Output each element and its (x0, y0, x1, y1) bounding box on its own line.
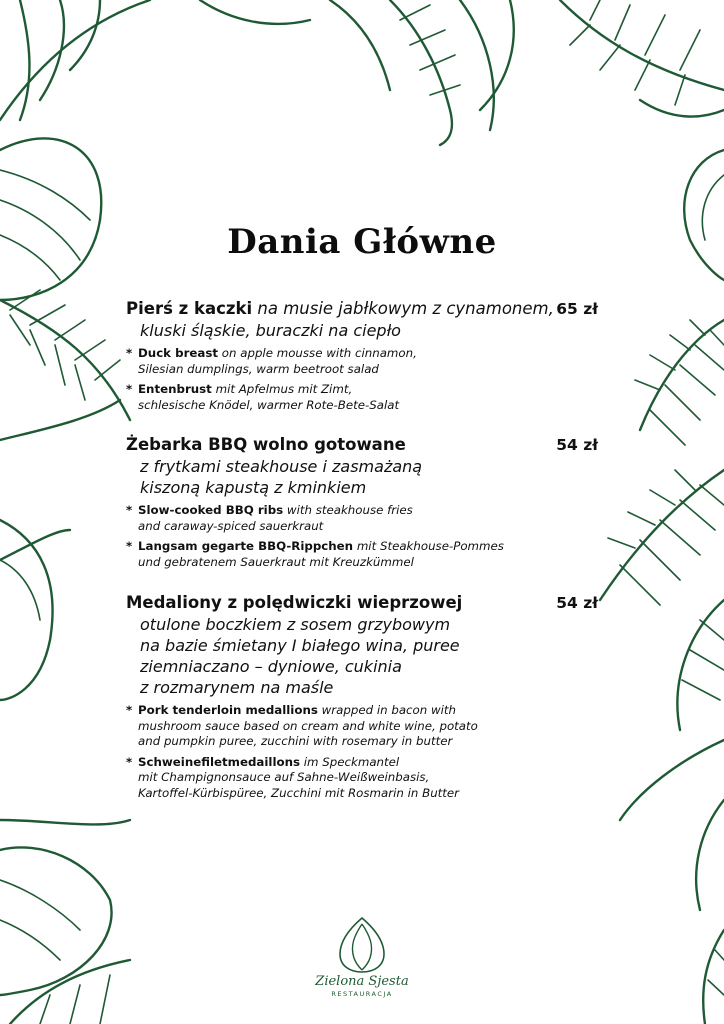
translation-description: with steakhouse fries (286, 503, 413, 517)
translation-marker: * (126, 382, 133, 396)
translation-description-line: Silesian dumplings, warm beetroot salad (138, 361, 379, 376)
translation-description-line: mushroom sauce based on cream and white wine, potato (138, 718, 478, 733)
translation-english (126, 503, 606, 534)
translation-english (126, 703, 606, 750)
logo-script-text: Zielona Sjesta (315, 974, 409, 989)
restaurant-logo (300, 914, 424, 998)
dish-header (126, 434, 606, 456)
translation-german (126, 382, 606, 413)
dish-header (126, 298, 606, 320)
translation-description: im Speckmantel (303, 754, 400, 769)
translation-description-line: und gebratenem Sauerkraut mit Kreuzkümmel (138, 554, 414, 569)
translation-name: Langsam gegarte BBQ-Rippchen (138, 539, 354, 553)
dish-name: Żebarka BBQ wolno gotowane (126, 435, 406, 454)
page-title: Dania Główne (227, 222, 497, 262)
translation-german (126, 755, 606, 802)
dish-name: Medaliony z polędwiczki wieprzowej (126, 593, 463, 612)
translation-description: mit Apfelmus mit Zimt, (215, 382, 353, 396)
translation-german (126, 539, 606, 570)
translation-description: mit Steakhouse-Pommes (356, 539, 504, 553)
translation-name: Slow-cooked BBQ ribs (138, 503, 284, 517)
dish-description-line: kluski śląskie, buraczki na ciepło (140, 321, 401, 340)
logo-subtitle: RESTAURACJA (331, 990, 393, 998)
translation-description-line: Kartoffel-Kürbispüree, Zucchini mit Rosmarin in Butter (138, 785, 460, 800)
translation-description: wrapped in bacon with (321, 703, 457, 717)
translation-marker: * (126, 346, 133, 360)
translation-description: on apple mousse with cinnamon, (221, 346, 417, 360)
translation-marker: * (126, 754, 133, 769)
dish-description-line: z rozmarynem na maśle (140, 678, 334, 697)
dish-description-line: ziemniaczano – dyniowe, cukinia (140, 657, 402, 676)
dish-price: 54 zł (556, 436, 598, 454)
dish-header (126, 592, 606, 614)
dish-duck-breast (126, 298, 606, 413)
translation-description-line: schlesische Knödel, warmer Rote-Bete-Salat (138, 397, 400, 412)
translation-name: Pork tenderloin medallions (138, 703, 318, 717)
translation-marker: * (126, 503, 133, 517)
translation-description-line: and pumpkin puree, zucchini with rosemary in butter (138, 734, 453, 748)
dish-description-line: z frytkami steakhouse i zasmażaną (140, 457, 423, 476)
dish-description: na musie jabłkowym z cynamonem, (257, 299, 554, 318)
translation-marker: * (126, 539, 133, 553)
leaf-logo-icon (332, 914, 392, 976)
dish-description-line: otulone boczkiem z sosem grzybowym (140, 615, 451, 634)
translation-name: Entenbrust (138, 382, 212, 396)
translation-marker: * (126, 703, 133, 717)
dish-description-line: kiszoną kapustą z kminkiem (140, 478, 367, 497)
dish-bbq-ribs (126, 434, 606, 570)
translation-name: Schweinefiletmedaillons (138, 754, 301, 769)
dish-description-line: na bazie śmietany I białego wina, puree (140, 636, 460, 655)
translation-name: Duck breast (138, 346, 219, 360)
translation-description-line: mit Champignonsauce auf Sahne-Weißweinbasis, (138, 770, 430, 784)
dish-price: 54 zł (556, 594, 598, 612)
dish-name: Pierś z kaczki (126, 299, 253, 318)
dish-price: 65 zł (556, 300, 598, 318)
translation-description-line: and caraway-spiced sauerkraut (138, 518, 324, 533)
translation-english (126, 346, 606, 377)
dish-pork-medallions (126, 592, 606, 801)
